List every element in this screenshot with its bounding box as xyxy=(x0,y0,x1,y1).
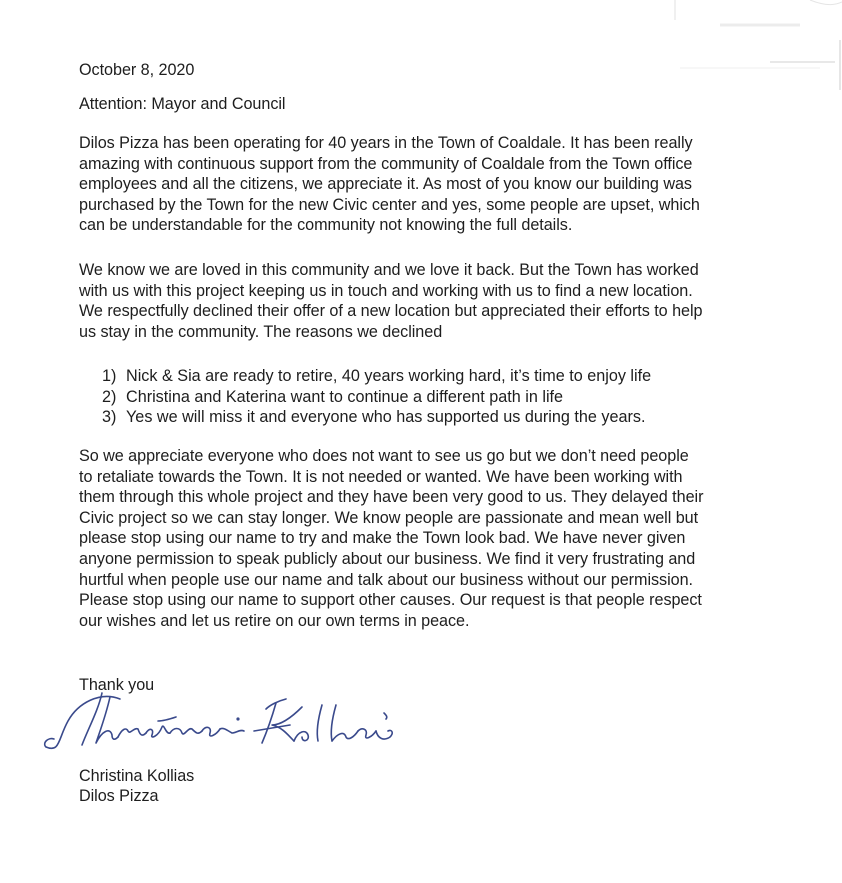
paragraph-2 xyxy=(79,260,799,342)
text-line: employees and all the citizens, we appreciate it. As most of you know our building was xyxy=(79,175,692,194)
signer-name: Christina Kollias xyxy=(79,767,195,785)
reason-text: Nick & Sia are ready to retire, 40 years working hard, it’s time to enjoy life xyxy=(126,367,652,385)
signer-business: Dilos Pizza xyxy=(79,787,159,805)
text-line: our wishes and let us retire on our own terms in peace. xyxy=(79,611,470,630)
paragraph-3 xyxy=(79,446,799,631)
closing-text: Thank you xyxy=(79,676,155,694)
text-line: them through this whole project and they have been very good to us. They delayed their xyxy=(79,488,704,507)
reason-item xyxy=(102,387,651,408)
paragraph-1 xyxy=(79,133,799,236)
letter-attention: Attention: Mayor and Council xyxy=(79,95,286,113)
reasons-list xyxy=(102,366,651,428)
reason-text: Yes we will miss it and everyone who has supported us during the years. xyxy=(126,408,646,427)
handwritten-signature xyxy=(40,687,420,757)
text-line: us stay in the community. The reasons we declined xyxy=(79,322,443,341)
reason-text: Christina and Katerina want to continue a different path in life xyxy=(126,387,564,406)
text-line: We know we are loved in this community and we love it back. But the Town has worked xyxy=(79,261,699,279)
reason-item xyxy=(102,407,651,428)
text-line: hurtful when people use our name and talk about our business without our permission. xyxy=(79,570,693,589)
text-line: can be understandable for the community not knowing the full details. xyxy=(79,216,573,235)
text-line: Civic project so we can stay longer. We know people are passionate and mean well but xyxy=(79,508,699,527)
reason-number: 1) xyxy=(102,367,117,385)
text-line: with us with this project keeping us in touch and working with us to find a new location. xyxy=(79,281,693,300)
text-line: We respectfully declined their offer of a new location but appreciated their efforts to help xyxy=(79,302,703,321)
scan-bleed-marks xyxy=(660,0,842,90)
text-line: Please stop using our name to support other causes. Our request is that people respect xyxy=(79,591,702,610)
letter-date: October 8, 2020 xyxy=(79,61,195,79)
reason-number: 3) xyxy=(102,408,117,427)
text-line: to retaliate towards the Town. It is not needed or wanted. We have been working with xyxy=(79,467,683,486)
text-line: please stop using our name to try and make the Town look bad. We have never given xyxy=(79,529,686,548)
text-line: Dilos Pizza has been operating for 40 years in the Town of Coaldale. It has been really xyxy=(79,134,693,152)
text-line: purchased by the Town for the new Civic center and yes, some people are upset, which xyxy=(79,195,700,214)
text-line: anyone permission to speak publicly about our business. We find it very frustrating and xyxy=(79,549,696,568)
reason-number: 2) xyxy=(102,387,117,406)
text-line: amazing with continuous support from the community of Coaldale from the Town office xyxy=(79,154,693,173)
text-line: So we appreciate everyone who does not want to see us go but we don’t need people xyxy=(79,447,689,465)
reason-item xyxy=(102,366,651,387)
